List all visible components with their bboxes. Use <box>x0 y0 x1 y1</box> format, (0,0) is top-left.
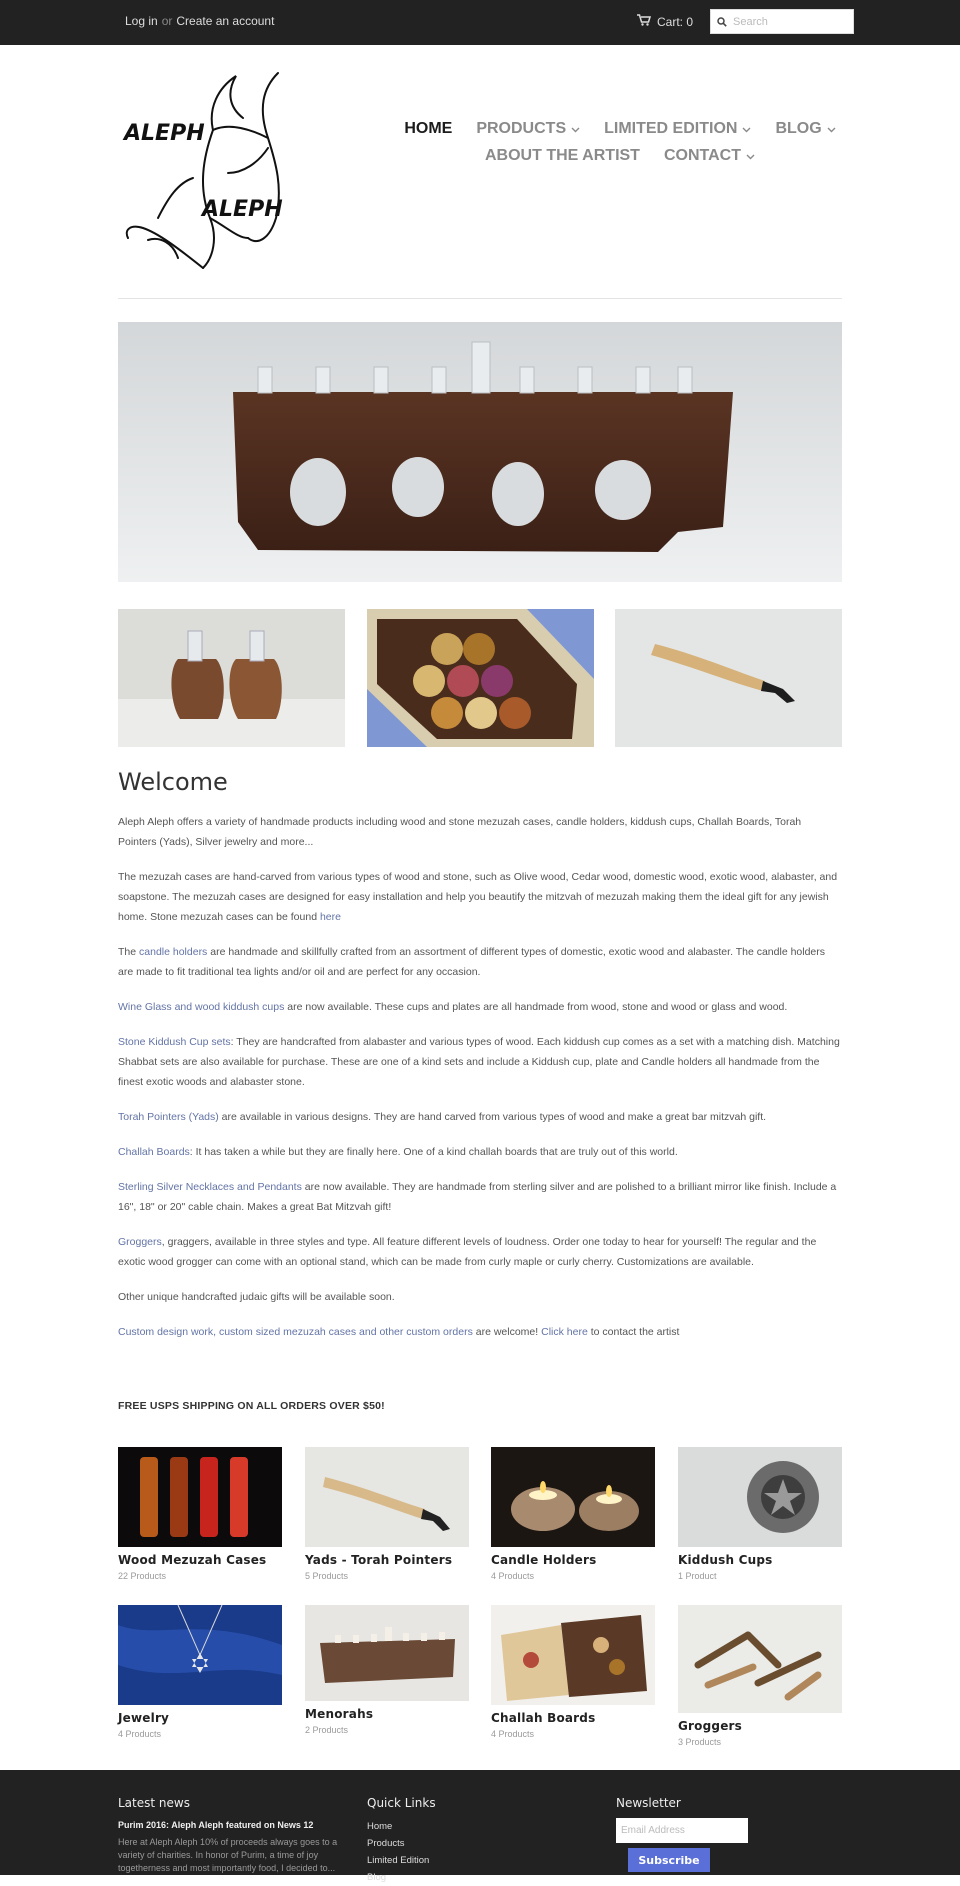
collection-name[interactable]: Candle Holders <box>491 1553 597 1567</box>
paragraph-text: The mezuzah cases are hand-carved from various types of wood and stone, such as Olive wood, Cedar wood, domestic wood, exotic wood, alabaster, and soapstone. The mezuzah cases are designed for easy installation and help you beautify the mitzvah of mezuzah making them the ideal gift for any jewish home. Stone mezuzah cases can be found <box>118 871 838 923</box>
collection-count: 4 Products <box>491 1571 535 1581</box>
paragraph-text: The <box>118 946 140 958</box>
newsletter-heading: Newsletter <box>616 1796 681 1810</box>
collection-count: 4 Products <box>491 1729 535 1739</box>
collection-card-menorahs[interactable] <box>305 1605 469 1735</box>
collection-card-jewelry[interactable] <box>118 1605 282 1739</box>
logo-text-top: ALEPH <box>124 121 205 146</box>
collection-count: 22 Products <box>118 1571 167 1581</box>
paragraph-text: are available in various designs. They are hand carved from various types of wood and make a great bar mitzvah gift. <box>218 1111 767 1123</box>
collection-card-yads[interactable] <box>305 1447 469 1581</box>
collection-image[interactable] <box>305 1447 469 1547</box>
chevron-down-icon <box>827 120 836 138</box>
quick-link-blog[interactable]: Blog <box>367 1872 387 1883</box>
hero-image-menorah[interactable] <box>118 322 842 582</box>
welcome-paragraph <box>118 1107 842 1127</box>
collection-name[interactable]: Menorahs <box>305 1707 374 1721</box>
silver-necklaces-link[interactable]: Sterling Silver Necklaces and Pendants <box>118 1181 302 1193</box>
stone-mezuzah-link[interactable]: here <box>319 911 341 923</box>
account-links <box>125 14 274 28</box>
collection-name[interactable]: Yads - Torah Pointers <box>305 1553 453 1567</box>
chevron-down-icon <box>571 120 580 138</box>
nav-item-limited-edition[interactable] <box>604 120 751 138</box>
custom-orders-link[interactable]: Custom design work, custom sized mezuzah cases and other custom orders <box>118 1326 473 1338</box>
welcome-paragraph <box>118 942 842 982</box>
search-box <box>710 9 854 34</box>
welcome-heading: Welcome <box>118 768 228 796</box>
collection-card-groggers[interactable] <box>678 1605 842 1747</box>
collection-card-kiddush-cups[interactable] <box>678 1447 842 1581</box>
create-account-link[interactable]: Create an account <box>176 14 275 28</box>
nav-label-products: PRODUCTS <box>476 120 567 137</box>
welcome-paragraph <box>118 1032 842 1092</box>
collection-image[interactable] <box>305 1605 469 1701</box>
feature-image-candle-holders[interactable] <box>118 609 345 747</box>
news-article-excerpt: Here at Aleph Aleph 10% of proceeds always goes to a variety of charities. In honor of Purim, a time of joy togetherness and most importantly food, I decided to... <box>118 1837 338 1873</box>
collection-card-challah-boards[interactable] <box>491 1605 655 1739</box>
quick-links-heading: Quick Links <box>367 1796 436 1810</box>
quick-link-limited-edition[interactable]: Limited Edition <box>367 1855 430 1866</box>
paragraph-text: : It has taken a while but they are finally here. One of a kind challah boards that are truly out of this world. <box>189 1146 678 1158</box>
collection-count: 2 Products <box>305 1725 349 1735</box>
quick-link-home[interactable]: Home <box>367 1821 393 1832</box>
quick-links-list <box>367 1818 429 1886</box>
welcome-paragraph <box>118 1177 842 1217</box>
collection-image[interactable] <box>678 1605 842 1713</box>
welcome-paragraph: Other unique handcrafted judaic gifts will be available soon. <box>118 1291 395 1303</box>
welcome-paragraph <box>118 867 842 927</box>
collection-name[interactable]: Groggers <box>678 1719 742 1733</box>
candle-holders-link[interactable]: candle holders <box>139 946 208 958</box>
feature-image-challah-board[interactable] <box>367 609 594 747</box>
cart-link[interactable] <box>637 14 693 29</box>
welcome-paragraph: Aleph Aleph offers a variety of handmade products including wood and stone mezuzah cases, candle holders, kiddush cups, Challah Boards, Torah Pointers (Yads), Silver jewelry and more... <box>118 816 802 848</box>
collection-count: 5 Products <box>305 1571 349 1581</box>
challah-boards-link[interactable]: Challah Boards <box>118 1146 190 1158</box>
welcome-paragraph <box>118 1142 842 1162</box>
welcome-paragraph <box>118 997 842 1017</box>
subscribe-button[interactable]: Subscribe <box>628 1848 710 1872</box>
welcome-paragraph <box>118 1322 842 1342</box>
welcome-content <box>118 812 842 1357</box>
feature-image-torah-pointer[interactable] <box>615 609 842 747</box>
collection-image[interactable] <box>118 1605 282 1705</box>
cart-icon <box>637 14 651 29</box>
paragraph-text: are welcome! <box>472 1326 542 1338</box>
paragraph-text: : They are handcrafted from alabaster and various types of wood. Each kiddush cup comes as a set with a matching dish. Matching Shabbat sets are also available for purchase. These are one of a kind sets and include a Kiddush cup, plate and Candle holders all handmade from the finest exotic woods and alabaster stone. <box>118 1036 840 1088</box>
nav-label-blog: BLOG <box>775 120 822 137</box>
nav-row-1 <box>380 120 860 138</box>
nav-label-contact: CONTACT <box>663 147 741 164</box>
or-text: or <box>161 14 173 28</box>
collection-count: 1 Product <box>678 1571 717 1581</box>
nav-item-home[interactable] <box>404 120 452 138</box>
collection-image[interactable] <box>118 1447 282 1547</box>
torah-pointers-link[interactable]: Torah Pointers (Yads) <box>118 1111 219 1123</box>
search-icon[interactable] <box>711 17 733 27</box>
cart-label: Cart: 0 <box>657 14 694 29</box>
site-logo[interactable] <box>118 68 288 278</box>
collection-count: 4 Products <box>118 1729 162 1739</box>
contact-artist-link[interactable]: Click here <box>541 1326 588 1338</box>
nav-row-2 <box>380 147 860 165</box>
nav-label-home: HOME <box>404 120 453 137</box>
welcome-paragraph <box>118 1232 842 1272</box>
groggers-link[interactable]: Groggers <box>118 1236 162 1248</box>
paragraph-text: , graggers, available in three styles and type. All feature different levels of loudness. Order one today to hear for yourself! The regular and the exotic wood grogger can come with an optional stand, which can be made from curly maple or curly cherry. Customizations are available. <box>118 1236 817 1268</box>
logo-text-bottom: ALEPH <box>202 197 283 222</box>
collection-count: 3 Products <box>678 1737 722 1747</box>
paragraph-text: are now available. These cups and plates are all handmade from wood, stone and wood or glass and wood. <box>284 1001 788 1013</box>
shipping-banner: FREE USPS SHIPPING ON ALL ORDERS OVER $50! <box>118 1400 385 1412</box>
paragraph-text: are now available. They are handmade from sterling silver and are polished to a brilliant mirror like finish. Include a 16", 18" or 20" cable chain. Makes a great Bat Mitzvah gift! <box>118 1181 837 1213</box>
search-input[interactable] <box>733 16 843 28</box>
header-divider <box>118 298 842 299</box>
kiddush-cups-link[interactable]: Wine Glass and wood kiddush cups <box>118 1001 285 1013</box>
collection-image[interactable] <box>678 1447 842 1547</box>
chevron-down-icon <box>746 147 755 165</box>
nav-item-blog[interactable] <box>775 120 835 138</box>
paragraph-text: to contact the artist <box>587 1326 680 1338</box>
news-article-title[interactable]: Purim 2016: Aleph Aleph featured on News 12 <box>118 1820 314 1830</box>
collection-name[interactable]: Jewelry <box>118 1711 170 1725</box>
nav-item-about[interactable] <box>485 147 640 165</box>
collection-card-candle-holders[interactable] <box>491 1447 655 1581</box>
login-link[interactable]: Log in <box>125 14 158 28</box>
chevron-down-icon <box>742 120 751 138</box>
site-footer <box>0 1770 960 1883</box>
collection-name[interactable]: Wood Mezuzah Cases <box>118 1553 267 1567</box>
nav-item-contact[interactable] <box>664 147 755 165</box>
nav-label-limited-edition: LIMITED EDITION <box>604 120 738 137</box>
collection-card-mezuzah[interactable] <box>118 1447 282 1581</box>
newsletter-email-input[interactable] <box>616 1818 748 1843</box>
collection-image[interactable] <box>491 1605 655 1705</box>
collection-name[interactable]: Challah Boards <box>491 1711 596 1725</box>
collection-name[interactable]: Kiddush Cups <box>678 1553 773 1567</box>
latest-news-heading: Latest news <box>118 1796 190 1810</box>
nav-label-about: ABOUT THE ARTIST <box>485 147 640 164</box>
collection-image[interactable] <box>491 1447 655 1547</box>
main-navigation <box>380 120 860 174</box>
paragraph-text: are handmade and skillfully crafted from an assortment of different types of domestic, exotic wood and alabaster. The candle holders are made to fit traditional tea lights and/or oil and are perfect for any occasion. <box>118 946 826 978</box>
stone-kiddush-link[interactable]: Stone Kiddush Cup sets <box>118 1036 231 1048</box>
nav-item-products[interactable] <box>476 120 580 138</box>
top-bar <box>0 0 960 45</box>
quick-link-products[interactable]: Products <box>367 1838 405 1849</box>
